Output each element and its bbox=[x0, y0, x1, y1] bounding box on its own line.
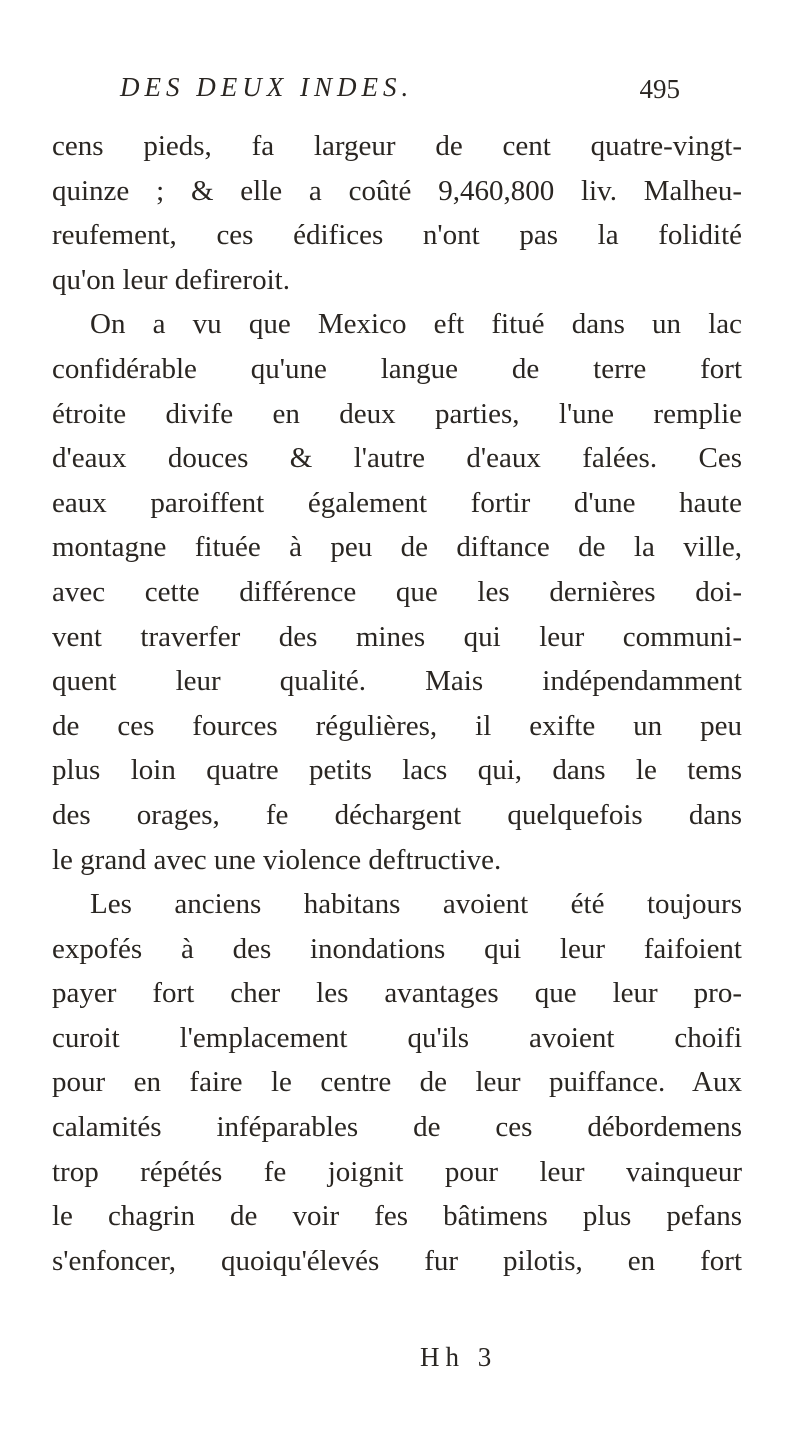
text-line: le grand avec une violence deftructive. bbox=[52, 843, 502, 876]
text-line: s'enfoncer, quoiqu'élevés fur pilotis, en fort bbox=[52, 1244, 742, 1277]
text-line: Les anciens habitans avoient été toujours bbox=[90, 888, 742, 921]
text-line: pour en faire le centre de leur puiffance. Aux bbox=[52, 1066, 742, 1099]
text-line: confidérable qu'une langue de terre fort bbox=[52, 352, 742, 385]
text-line: de ces fources régulières, il exifte un peu bbox=[52, 709, 742, 742]
text-line: curoit l'emplacement qu'ils avoient choifi bbox=[52, 1021, 742, 1054]
text-line: expofés à des inondations qui leur faifoient bbox=[52, 932, 742, 965]
signature-mark: Hh 3 bbox=[420, 1342, 498, 1372]
text-line: reufement, ces édifices n'ont pas la folidité bbox=[52, 219, 742, 252]
text-line: quent leur qualité. Mais indépendamment bbox=[52, 665, 742, 698]
text-line: On a vu que Mexico eft fitué dans un lac bbox=[90, 308, 742, 341]
text-line: quinze ; & elle a coûté 9,460,800 liv. Malheu- bbox=[52, 174, 742, 207]
text-line: eaux paroiffent également fortir d'une haute bbox=[52, 486, 742, 519]
text-line: vent traverfer des mines qui leur communi- bbox=[52, 620, 742, 653]
text-line: avec cette différence que les dernières doi- bbox=[52, 575, 742, 608]
body-text bbox=[52, 124, 742, 1283]
running-head bbox=[120, 72, 680, 116]
text-line: qu'on leur defireroit. bbox=[52, 263, 290, 296]
page-number: 495 bbox=[639, 74, 680, 104]
text-line: cens pieds, fa largeur de cent quatre-vingt- bbox=[52, 130, 742, 162]
text-line: montagne fituée à peu de diftance de la ville, bbox=[52, 531, 742, 564]
text-line: d'eaux douces & l'autre d'eaux falées. Ces bbox=[52, 442, 742, 475]
text-line: des orages, fe déchargent quelquefois dans bbox=[52, 798, 742, 831]
text-line: étroite divife en deux parties, l'une remplie bbox=[52, 397, 742, 430]
text-line: trop répétés fe joignit pour leur vainqueur bbox=[52, 1155, 742, 1188]
text-line: payer fort cher les avantages que leur pro- bbox=[52, 977, 742, 1010]
text-line: le chagrin de voir fes bâtimens plus pefans bbox=[52, 1200, 742, 1233]
text-line: calamités inféparables de ces débordemens bbox=[52, 1111, 742, 1144]
text-line: plus loin quatre petits lacs qui, dans le tems bbox=[52, 754, 742, 787]
running-title: DES DEUX INDES. bbox=[120, 72, 414, 102]
